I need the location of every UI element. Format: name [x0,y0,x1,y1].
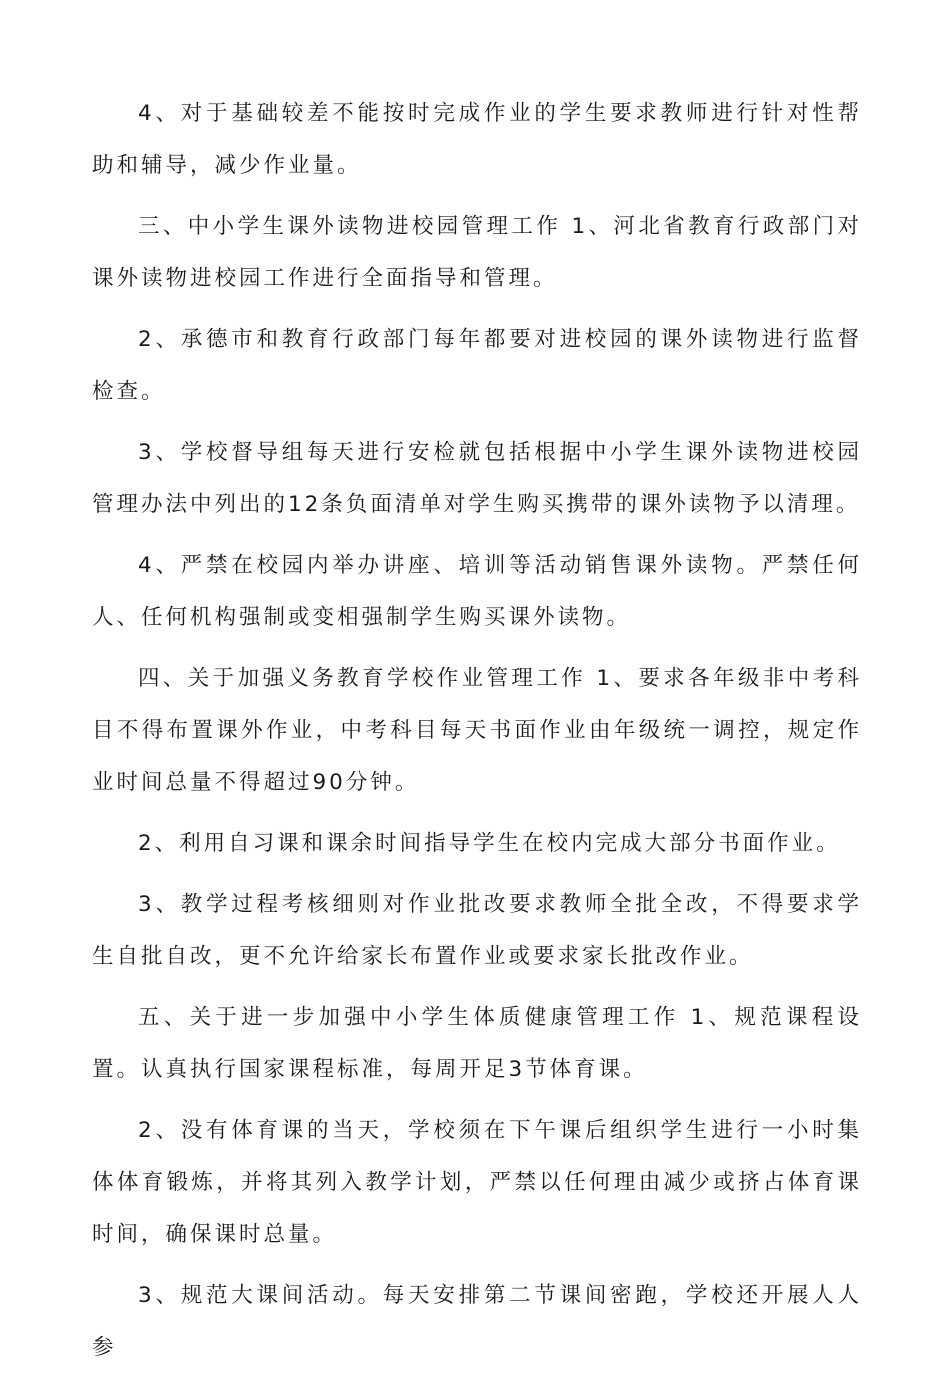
paragraph-pe-activity: 2、没有体育课的当天，学校须在下午课后组织学生进行一小时集体体育锻炼，并将其列入教学计划，严禁以任何理由减少或挤占体育课时间，确保课时总量。 [92,1118,862,1247]
paragraph-daily-inspection: 3、学校督导组每天进行安检就包括根据中小学生课外读物进校园管理办法中列出的12条负面清单对学生购买携带的课外读物予以清理。 [92,440,862,517]
paragraph-section-five-health: 五、关于进一步加强中小学生体质健康管理工作 1、规范课程设置。认真执行国家课程标准，每周开足3节体育课。 [92,1005,862,1082]
paragraph-section-four-homework: 四、关于加强义务教育学校作业管理工作 1、要求各年级非中考科目不得布置课外作业，中考科目每天书面作业由年级统一调控，规定作业时间总量不得超过90分钟。 [92,666,862,795]
document-page [92,88,862,1383]
paragraph-sales-ban: 4、严禁在校园内举办讲座、培训等活动销售课外读物。严禁任何人、任何机构强制或变相强制学生购买课外读物。 [92,553,862,630]
paragraph-homework-support: 4、对于基础较差不能按时完成作业的学生要求教师进行针对性帮助和辅导，减少作业量。 [92,101,862,178]
paragraph-study-time: 2、利用自习课和课余时间指导学生在校内完成大部分书面作业。 [138,831,841,856]
paragraph-recess-activity: 3、规范大课间活动。每天安排第二节课间密跑，学校还开展人人参 [92,1283,862,1360]
paragraph-supervision-check: 2、承德市和教育行政部门每年都要对进校园的课外读物进行监督检查。 [92,327,862,404]
paragraph-section-three-reading: 三、中小学生课外读物进校园管理工作 1、河北省教育行政部门对课外读物进校园工作进行全面指导和管理。 [92,214,862,291]
paragraph-grading-rules: 3、教学过程考核细则对作业批改要求教师全批全改，不得要求学生自批自改，更不允许给家长布置作业或要求家长批改作业。 [92,892,862,969]
